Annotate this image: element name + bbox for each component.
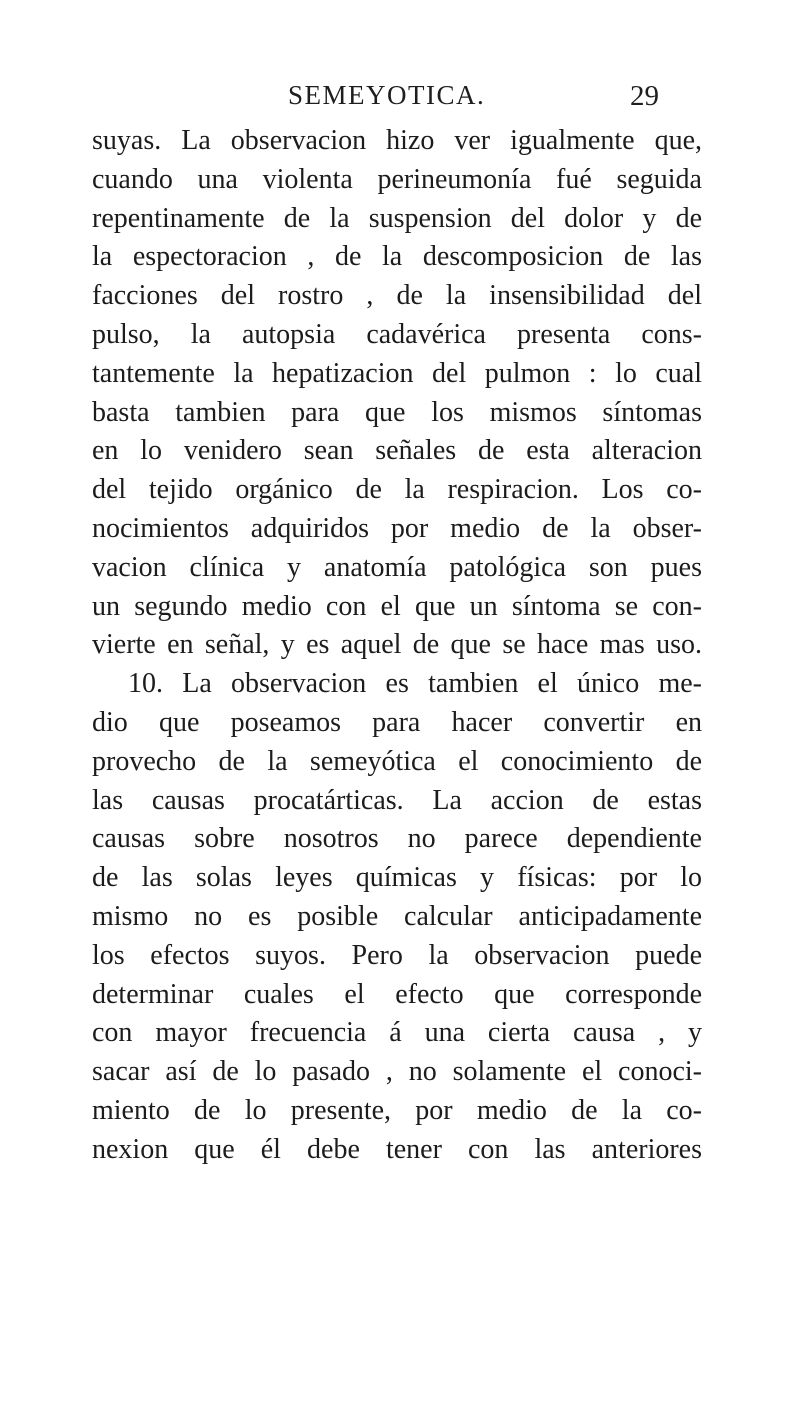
running-title: SEMEYOTICA. [288,80,486,110]
text-line: con mayor frecuencia á una cierta causa , y [92,1017,702,1049]
text-line: vacion clínica y anatomía patológica son pues [92,551,702,583]
text-line: las causas procatárticas. La accion de estas [92,784,702,816]
text-line: dio que poseamos para hacer convertir en [92,706,702,738]
text-line: causas sobre nosotros no parece dependiente [92,823,702,855]
text-line: un segundo medio con el que un síntoma se con- [92,590,702,622]
text-line: mismo no es posible calcular anticipadamente [92,900,702,932]
text-line: repentinamente de la suspension del dolor y de [92,202,702,234]
text-line: nexion que él debe tener con las anteriores [92,1133,702,1165]
text-line: vierte en señal, y es aquel de que se hace mas uso. [92,629,702,661]
text-line: de las solas leyes químicas y físicas: por lo [92,862,702,894]
text-line: sacar así de lo pasado , no solamente el conoci- [92,1056,702,1088]
text-line: la espectoracion , de la descomposicion de las [92,241,702,273]
text-line: pulso, la autopsia cadavérica presenta cons- [92,318,702,350]
running-head [0,80,800,120]
text-line: determinar cuales el efecto que corresponde [92,978,702,1010]
text-line: nocimientos adquiridos por medio de la obser- [92,512,702,544]
text-line: cuando una violenta perineumonía fué seguida [92,163,702,195]
page-number: 29 [630,80,659,112]
text-line: provecho de la semeyótica el conocimiento de [92,745,702,777]
text-line: basta tambien para que los mismos síntomas [92,396,702,428]
text-line: suyas. La observacion hizo ver igualmente que, [92,125,702,156]
text-line: miento de lo presente, por medio de la co- [92,1094,702,1126]
body-text [92,122,702,1170]
text-line: del tejido orgánico de la respiracion. Los co- [92,474,702,506]
text-line: facciones del rostro , de la insensibilidad del [92,280,702,312]
text-line: los efectos suyos. Pero la observacion puede [92,939,702,971]
text-line: tantemente la hepatizacion del pulmon : lo cual [92,357,702,389]
text-line: 10. La observacion es tambien el único me- [128,668,702,700]
text-line: en lo venidero sean señales de esta alteracion [92,435,702,467]
